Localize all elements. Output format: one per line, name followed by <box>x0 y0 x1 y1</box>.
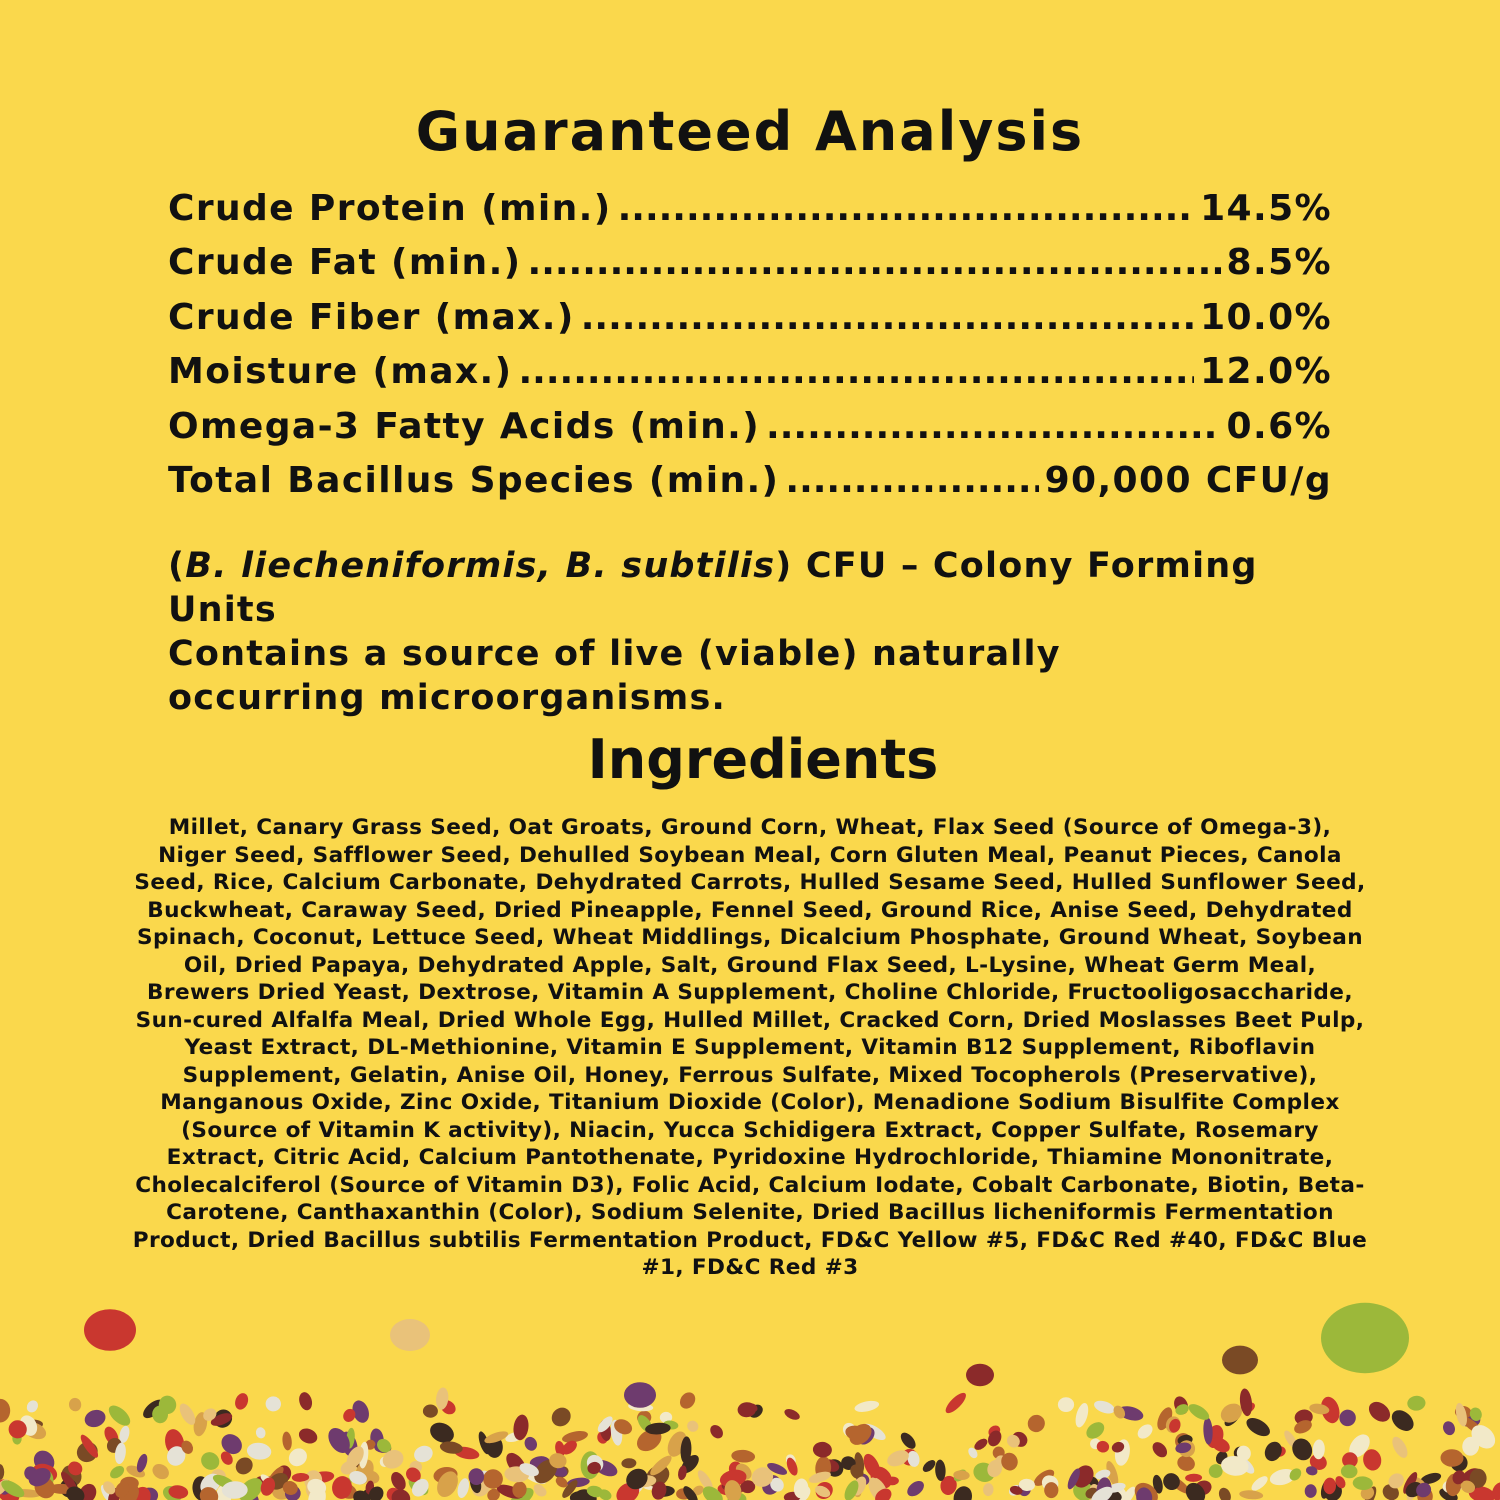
seed-piece <box>708 1423 726 1441</box>
seed-piece <box>1243 1414 1273 1440</box>
seed-piece <box>548 1404 575 1430</box>
analysis-row-crude-fat <box>168 242 1332 296</box>
seed-piece <box>1407 1395 1426 1411</box>
seed-piece <box>1365 1398 1394 1426</box>
seed-piece <box>1321 1303 1409 1373</box>
seed-piece <box>68 1397 82 1412</box>
analysis-row-crude-protein <box>168 188 1332 242</box>
seed-piece <box>297 1391 314 1412</box>
note-cfu-definition: ) CFU – Colony Forming Units <box>168 546 1258 630</box>
seed-piece <box>943 1390 969 1416</box>
seed-piece <box>685 1418 701 1434</box>
seed-piece <box>624 1382 656 1408</box>
seed-piece <box>1389 1434 1410 1460</box>
seed-piece <box>1341 1464 1358 1478</box>
seed-piece <box>1262 1439 1285 1464</box>
analysis-value: 10.0% <box>1200 296 1332 338</box>
note-line-2: Contains a source of live (viable) naturally <box>168 634 1061 674</box>
seed-piece <box>898 1430 918 1452</box>
analysis-label: Crude Protein (min.) <box>168 188 612 229</box>
seed-piece <box>854 1399 881 1414</box>
analysis-row-moisture <box>168 351 1332 405</box>
guaranteed-analysis-table <box>168 188 1332 514</box>
analysis-label: Omega-3 Fatty Acids (min.) <box>168 405 761 447</box>
seed-piece <box>522 1435 539 1453</box>
seed-piece <box>1044 1482 1058 1498</box>
ingredients-title: Ingredients <box>587 728 939 791</box>
seed-piece <box>105 1402 133 1430</box>
analysis-label: Crude Fiber (max.) <box>168 296 575 338</box>
seed-piece <box>150 1461 172 1482</box>
seed-piece <box>25 1398 41 1414</box>
seed-piece <box>1336 1406 1359 1429</box>
seed-piece <box>983 1483 994 1497</box>
seed-piece <box>812 1441 832 1458</box>
analysis-row-crude-fiber <box>168 297 1332 351</box>
seed-piece <box>921 1458 938 1474</box>
seed-piece <box>1092 1398 1116 1416</box>
analysis-value: 0.6% <box>1226 405 1332 447</box>
analysis-value: 12.0% <box>1200 351 1332 393</box>
seed-mix-decoration <box>0 1290 1500 1500</box>
seed-piece <box>1249 1474 1270 1494</box>
seed-piece <box>1388 1406 1418 1435</box>
seed-piece <box>0 1464 4 1480</box>
note-species: B. liecheniformis, B. subtilis <box>185 546 776 586</box>
seed-piece <box>233 1391 250 1411</box>
analysis-label: Crude Fat (min.) <box>168 242 522 284</box>
seed-piece <box>1025 1412 1048 1436</box>
dot-leader <box>618 188 1195 229</box>
seed-piece <box>1222 1346 1258 1375</box>
note-line-1 <box>168 544 1368 632</box>
seed-piece <box>0 1399 10 1423</box>
analysis-value: 14.5% <box>1200 188 1332 229</box>
dot-leader <box>785 460 1038 501</box>
guaranteed-analysis-title: Guaranteed Analysis <box>415 100 1085 163</box>
dot-leader <box>581 297 1194 338</box>
seed-piece <box>1073 1402 1091 1429</box>
analysis-label: Total Bacillus Species (min.) <box>168 459 780 501</box>
analysis-value: 8.5% <box>1226 242 1332 284</box>
seed-piece <box>677 1389 699 1411</box>
seed-piece <box>82 1407 108 1430</box>
seed-piece <box>1113 1438 1132 1467</box>
seed-piece <box>1304 1484 1316 1498</box>
seed-piece <box>1239 1489 1264 1500</box>
dot-leader <box>528 242 1221 283</box>
seed-piece <box>985 1428 1004 1448</box>
seed-piece <box>255 1426 267 1439</box>
seed-piece <box>1058 1397 1074 1412</box>
ingredients-list: Millet, Canary Grass Seed, Oat Groats, Ground Corn, Wheat, Flax Seed (Source of Omega-3), Niger Seed, Safflower Seed, Dehulled Soybean Meal, Corn Gluten Meal, Peanut Pieces, Canola Seed, Rice, Calcium Carbonate, Dehydrated Carrots, Hulled Sesame Seed, Hulled Sunflower Seed, Buckwheat, Caraway Seed, Dried Pineapple, Fennel Seed, Ground Rice, Anise Seed, Dehydrated Spinach, Coconut, Lettuce Seed, Wheat Middlings, Dicalcium Phosphate, Ground Wheat, Soybean Oil, Dried Papaya, Dehydrated Apple, Salt, Ground Flax Seed, L-Lysine, Wheat Germ Meal, Brewers Dried Yeast, Dextrose, Vitamin A Supplement, Choline Chloride, Fructooligosaccharide, Sun-cured Alfalfa Meal, Dried Whole Egg, Hulled Millet, Cracked Corn, Dried Moslasses Beet Pulp, Yeast Extract, DL-Methionine, Vitamin E Supplement, Vitamin B12 Supplement, Riboflavin Supplement, Gelatin, Anise Oil, Honey, Ferrous Sulfate, Mixed Tocopherols (Preservative), Manganous Oxide, Zinc Oxide, Titanium Dioxide (Color), Menadione Sodium Bisulfite Complex (Source of Vitamin K activity), Niacin, Yucca Schidigera Extract, Copper Sulfate, Rosemary Extract, Citric Acid, Calcium Pantothenate, Pyridoxine Hydrochloride, Thiamine Mononitrate, Cholecalciferol (Source of Vitamin D3), Folic Acid, Calcium Iodate, Cobalt Carbonate, Biotin, Beta-Carotene, Canthaxanthin (Color), Sodium Selenite, Dried Bacillus licheniformis Fermentation Product, Dried Bacillus subtilis Fermentation Product, FD&C Yellow #5, FD&C Red #40, FD&C Blue #1, FD&C Red #3 <box>132 815 1368 1280</box>
seed-piece <box>621 1458 637 1469</box>
note-line-3: occurring microorganisms. <box>168 678 726 718</box>
analysis-row-omega-3 <box>168 406 1332 460</box>
seed-piece <box>1150 1439 1170 1460</box>
seed-piece <box>1217 1486 1233 1500</box>
seed-piece <box>1441 1419 1457 1436</box>
seed-piece <box>390 1319 430 1351</box>
analysis-row-bacillus <box>168 460 1332 514</box>
analysis-label: Moisture (max.) <box>168 351 513 393</box>
seed-piece <box>731 1449 756 1463</box>
seed-piece <box>423 1404 438 1417</box>
seed-piece <box>783 1407 802 1422</box>
seed-piece <box>246 1442 272 1461</box>
seed-piece <box>84 1309 136 1351</box>
dot-leader <box>766 406 1221 447</box>
seed-piece <box>904 1478 926 1499</box>
seed-piece <box>1135 1422 1155 1442</box>
seed-piece <box>297 1426 320 1446</box>
probiotic-note <box>168 544 1368 720</box>
seed-piece <box>966 1364 994 1386</box>
analysis-value: 90,000 CFU/g <box>1044 459 1332 501</box>
seed-piece <box>264 1395 283 1413</box>
seed-piece <box>1185 1473 1202 1482</box>
note-open-paren: ( <box>168 546 186 586</box>
dot-leader <box>518 351 1194 392</box>
seed-piece <box>282 1431 293 1451</box>
